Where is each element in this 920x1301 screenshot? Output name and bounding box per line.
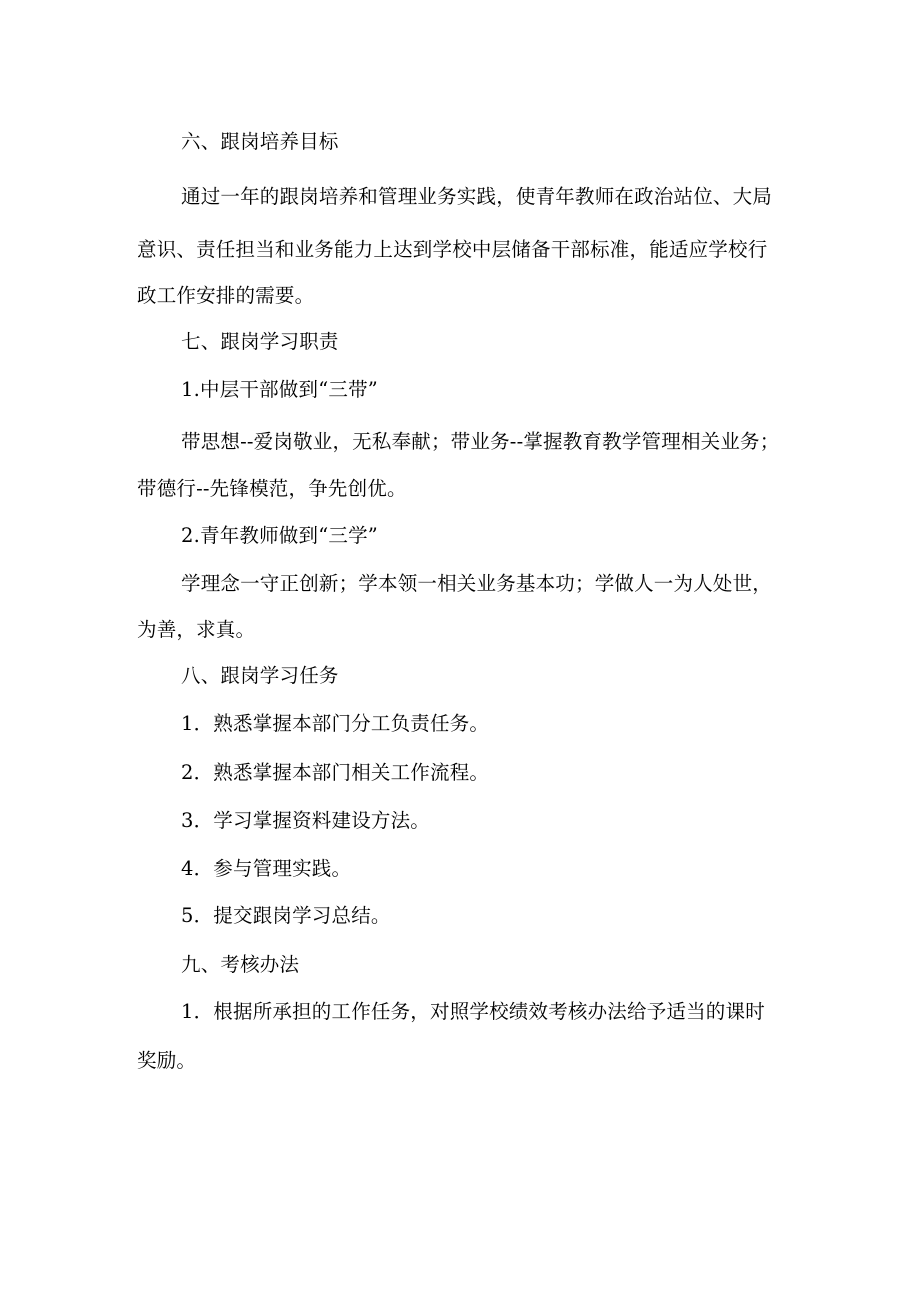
section-heading-6: 六、跟岗培养目标	[181, 130, 339, 153]
paragraph-line: 奖励。	[137, 1049, 197, 1072]
paragraph-line: 带德行--先锋模范，争先创优。	[137, 477, 407, 500]
paragraph-line: 通过一年的跟岗培养和管理业务实践，使青年教师在政治站位、大局	[181, 185, 773, 208]
section-heading-7: 七、跟岗学习职责	[181, 330, 339, 353]
list-item: 4．参与管理实践。	[181, 857, 352, 880]
paragraph-line: 学理念一守正创新；学本领一相关业务基本功；学做人一为人处世，	[181, 572, 773, 595]
paragraph-line: 1．根据所承担的工作任务，对照学校绩效考核办法给予适当的课时	[181, 1000, 765, 1023]
section-heading-8: 八、跟岗学习任务	[181, 664, 339, 687]
list-item: 3．学习掌握资料建设方法。	[181, 809, 431, 832]
section-heading-9: 九、考核办法	[181, 953, 300, 976]
list-item: 2．熟悉掌握本部门相关工作流程。	[181, 761, 490, 784]
paragraph-line: 带思想--爱岗敬业，无私奉献；带业务--掌握教育教学管理相关业务；	[181, 430, 780, 453]
item-title: 2.青年教师做到“三学”	[181, 524, 378, 547]
paragraph-line: 政工作安排的需要。	[137, 284, 315, 307]
paragraph-line: 意识、责任担当和业务能力上达到学校中层储备干部标准，能适应学校行	[137, 238, 768, 261]
item-title: 1.中层干部做到“三带”	[181, 378, 378, 401]
list-item: 1．熟悉掌握本部门分工负责任务。	[181, 712, 490, 735]
list-item: 5．提交跟岗学习总结。	[181, 904, 391, 927]
paragraph-line: 为善，求真。	[137, 618, 256, 641]
